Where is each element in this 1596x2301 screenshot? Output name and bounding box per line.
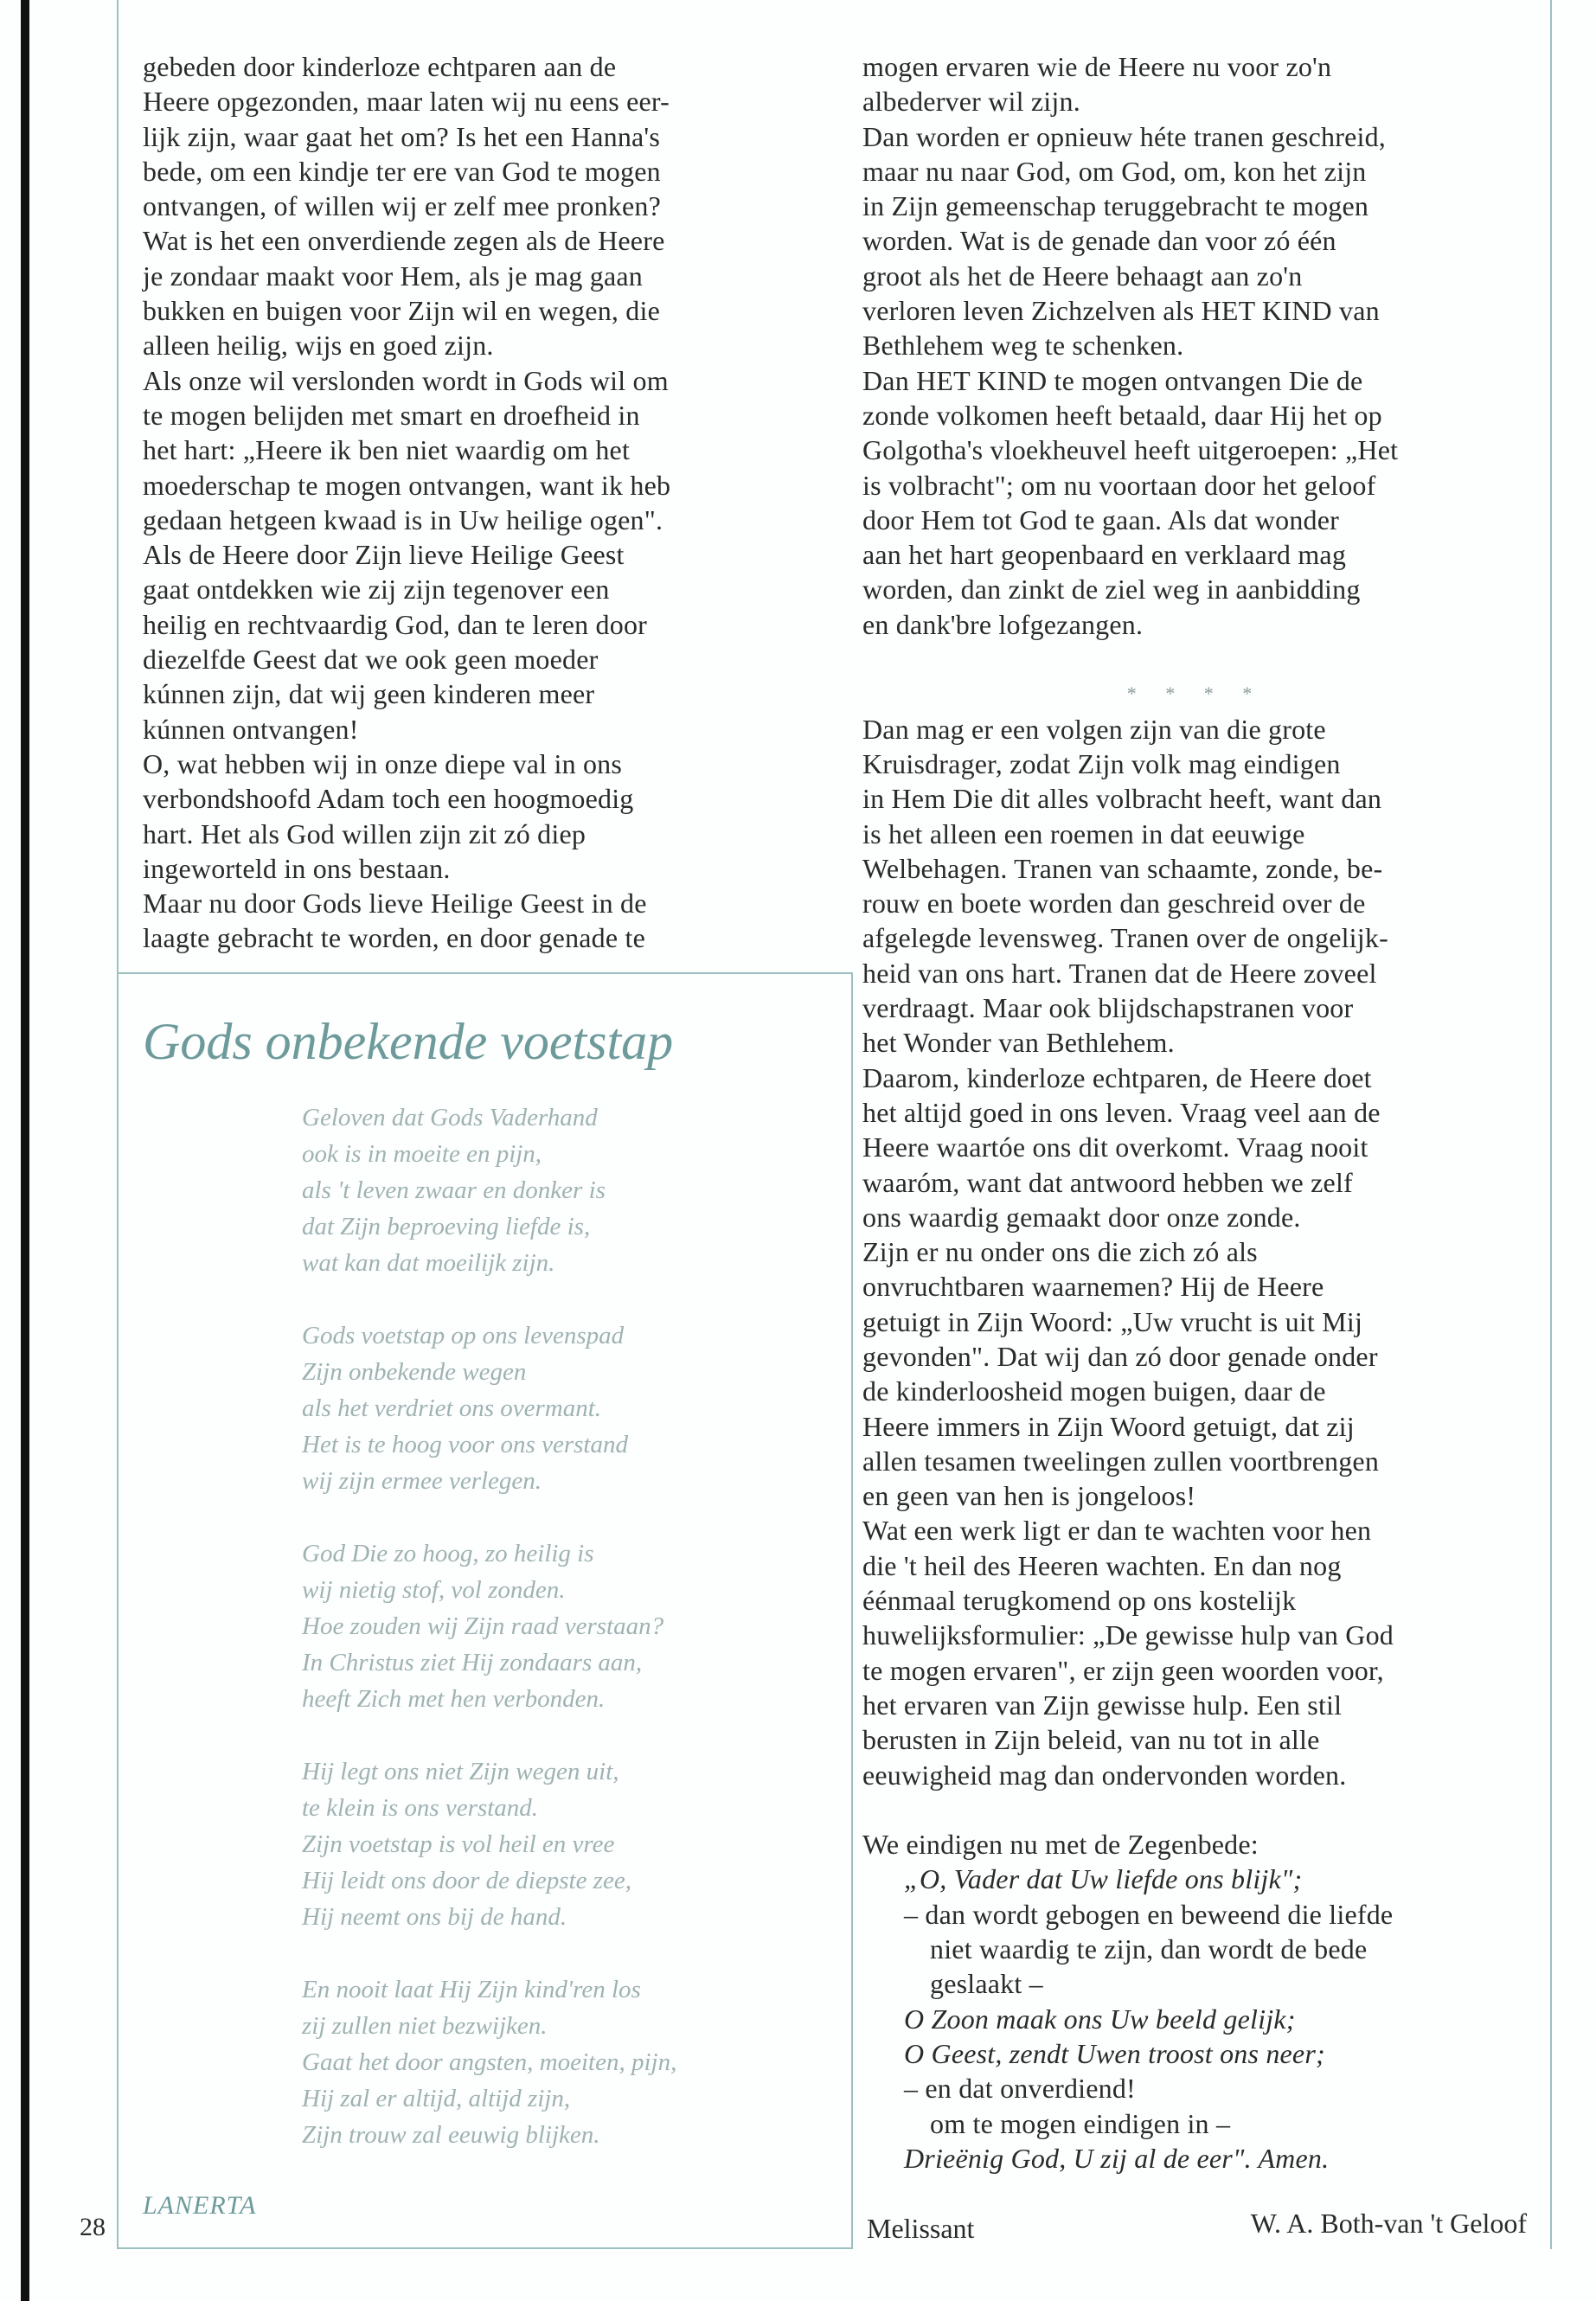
text-line: Wat is het een onverdiende zegen als de Heere	[143, 225, 665, 257]
text-line: éénmaal terugkomend op ons kostelijk	[862, 1585, 1297, 1617]
text-line: groot als het de Heere behaagt aan zo'n	[862, 260, 1303, 292]
text-line: O Zoon maak ons Uw beeld gelijk;	[904, 2003, 1296, 2035]
text-line: worden, dan zinkt de ziel weg in aanbidding	[862, 574, 1361, 606]
poem-line	[302, 1935, 676, 1971]
text-line: bede, om een kindje ter ere van God te mogen	[143, 155, 661, 187]
poem-line: wij zijn ermee verlegen.	[302, 1467, 542, 1495]
poem-line: Zijn voetstap is vol heil en vree	[302, 1830, 615, 1858]
poem-line: Hij leidt ons door de diepste zee,	[302, 1867, 631, 1894]
text-line: bukken en buigen voor Zijn wil en wegen, die	[143, 295, 660, 327]
text-line: lijk zijn, waar gaat het om? Is het een Hanna's	[143, 120, 661, 152]
text-line: Heere immers in Zijn Woord getuigt, dat zij	[862, 1410, 1355, 1442]
poem-line: heeft Zich met hen verbonden.	[302, 1685, 606, 1713]
poem-line: te klein is ons verstand.	[302, 1794, 539, 1822]
text-line: Kruisdrager, zodat Zijn volk mag eindigen	[862, 747, 1341, 779]
scan-edge	[21, 0, 29, 2301]
poem-line: Hij zal er altijd, altijd zijn,	[302, 2085, 571, 2112]
text-line: ontvangen, of willen wij er zelf mee pronken?	[143, 190, 661, 222]
poem-line: zij zullen niet bezwijken.	[302, 2012, 548, 2040]
poem-line: Gods voetstap op ons levenspad	[302, 1322, 625, 1349]
text-line: en geen van hen is jongeloos!	[862, 1480, 1196, 1512]
text-line: te mogen ervaren", er zijn geen woorden voor,	[862, 1654, 1384, 1686]
text-line: worden. Wat is de genade dan voor zó één	[862, 225, 1336, 257]
text-line: in Zijn gemeenschap teruggebracht te mogen	[862, 190, 1369, 222]
article-author: W. A. Both-van 't Geloof	[1250, 2208, 1527, 2239]
text-line: je zondaar maakt voor Hem, als je mag gaan	[143, 260, 643, 292]
section-divider: * * * *	[1126, 683, 1265, 705]
text-line: eeuwigheid mag dan ondervonden worden.	[862, 1759, 1347, 1791]
poem-line: God Die zo hoog, zo heilig is	[302, 1540, 594, 1567]
text-line: gevonden". Dat wij dan zó door genade onder	[862, 1340, 1378, 1372]
text-line: afgelegde levensweg. Tranen over de ongelijk-	[862, 922, 1388, 954]
text-line	[862, 1792, 1529, 1827]
text-line: het ervaren van Zijn gewisse hulp. Een stil	[862, 1689, 1343, 1721]
poem-line: Het is te hoog voor ons verstand	[302, 1431, 628, 1458]
poem-line: wij nietig stof, vol zonden.	[302, 1576, 566, 1604]
poem-line: Geloven dat Gods Vaderhand	[302, 1104, 598, 1131]
poem-line	[302, 1717, 676, 1753]
text-line: die 't heil des Heeren wachten. En dan nog	[862, 1549, 1342, 1581]
text-line: We eindigen nu met de Zegenbede:	[862, 1829, 1259, 1861]
text-line: het Wonder van Bethlehem.	[862, 1027, 1175, 1059]
article-place: Melissant	[867, 2213, 975, 2244]
poem-line: Gaat het door angsten, moeiten, pijn,	[302, 2048, 677, 2076]
text-line	[862, 642, 1529, 676]
poem-line	[302, 1281, 676, 1317]
right-column-border	[1550, 0, 1552, 2249]
poem-body	[302, 1099, 676, 2153]
text-line: aan het hart geopenbaard en verklaard mag	[862, 539, 1347, 571]
poem-line: Zijn onbekende wegen	[302, 1358, 527, 1386]
poem-box-top-border	[117, 972, 853, 974]
text-line: Dan worden er opnieuw héte tranen geschreid,	[862, 120, 1387, 152]
poem-line: Hij neemt ons bij de hand.	[302, 1903, 567, 1931]
left-article-column	[143, 49, 835, 956]
text-line: Zijn er nu onder ons die zich zó als	[862, 1236, 1258, 1268]
text-line: gebeden door kinderloze echtparen aan de	[143, 51, 617, 82]
text-line: laagte gebracht te worden, en door genade te	[143, 922, 645, 954]
text-line: heid van ons hart. Tranen dat de Heere zoveel	[862, 957, 1377, 989]
text-line: diezelfde Geest dat we ook geen moeder	[143, 644, 599, 676]
text-line: mogen ervaren wie de Heere nu voor zo'n	[862, 51, 1332, 82]
text-line: ons waardig gemaakt door onze zonde.	[862, 1201, 1301, 1233]
poem-line	[302, 1499, 676, 1535]
text-line: – dan wordt gebogen en beweend die liefde	[904, 1898, 1394, 1930]
poem-line: als 't leven zwaar en donker is	[302, 1176, 606, 1204]
text-line: verbondshoofd Adam toch een hoogmoedig	[143, 783, 634, 815]
poem-line: Hoe zouden wij Zijn raad verstaan?	[302, 1612, 664, 1640]
text-line: Wat een werk ligt er dan te wachten voor hen	[862, 1515, 1372, 1547]
text-line: – en dat onverdiend!	[904, 2073, 1136, 2105]
text-line: is het alleen een roemen in dat eeuwige	[862, 817, 1305, 849]
poem-line: En nooit laat Hij Zijn kind'ren los	[302, 1976, 641, 2003]
text-line: waaróm, want dat antwoord hebben we zelf	[862, 1166, 1353, 1198]
poem-title: Gods onbekende voetstap	[143, 1013, 674, 1070]
poem-line: In Christus ziet Hij zondaars aan,	[302, 1649, 643, 1676]
text-line: gedaan hetgeen kwaad is in Uw heilige ogen".	[143, 503, 663, 535]
poem-line: wat kan dat moeilijk zijn.	[302, 1249, 555, 1277]
text-line: te mogen belijden met smart en droefheid in	[143, 399, 640, 431]
text-line: Als onze wil verslonden wordt in Gods wil om	[143, 364, 669, 396]
page-number: 28	[80, 2213, 106, 2241]
text-line: Dan mag er een volgen zijn van die grote	[862, 713, 1326, 745]
text-line: Daarom, kinderloze echtparen, de Heere doet	[862, 1061, 1372, 1093]
text-line: zonde volkomen heeft betaald, daar Hij het op	[862, 399, 1382, 431]
text-line: verloren leven Zichzelven als HET KIND van	[862, 295, 1380, 327]
text-line: de kinderloosheid mogen buigen, daar de	[862, 1375, 1326, 1407]
text-line: getuigt in Zijn Woord: „Uw vrucht is uit Mij	[862, 1305, 1363, 1337]
text-line: het altijd goed in ons leven. Vraag veel aan de	[862, 1096, 1381, 1128]
text-line: is volbracht"; om nu voortaan door het geloof	[862, 469, 1376, 501]
poem-line: dat Zijn beproeving liefde is,	[302, 1213, 591, 1240]
text-line: Drieënig God, U zij al de eer". Amen.	[904, 2142, 1330, 2174]
text-line: in Hem Die dit alles volbracht heeft, want dan	[862, 783, 1382, 815]
text-line: verdraagt. Maar ook blijdschapstranen voor	[862, 992, 1354, 1024]
text-line: Heere opgezonden, maar laten wij nu eens eer-	[143, 86, 670, 118]
text-line: maar nu naar God, om God, om, kon het zijn	[862, 155, 1367, 187]
text-line: berusten in Zijn beleid, van nu tot in alle	[862, 1724, 1320, 1756]
text-line: om te mogen eindigen in –	[930, 2107, 1231, 2139]
text-line: gaat ontdekken wie zij zijn tegenover een	[143, 574, 610, 606]
text-line: O Geest, zendt Uwen troost ons neer;	[904, 2037, 1325, 2069]
text-line: heilig en rechtvaardig God, dan te leren door	[143, 608, 647, 640]
text-line: onvruchtbaren waarnemen? Hij de Heere	[862, 1271, 1324, 1303]
text-line: Welbehagen. Tranen van schaamte, zonde, be-	[862, 852, 1383, 884]
text-line: alleen heilig, wijs en goed zijn.	[143, 330, 494, 362]
text-line: huwelijksformulier: „De gewisse hulp van God	[862, 1619, 1394, 1651]
text-line: geslaakt –	[930, 1968, 1043, 2000]
text-line: en dank'bre lofgezangen.	[862, 608, 1144, 640]
right-article-column	[862, 49, 1529, 2176]
left-column-border	[117, 0, 119, 2249]
text-line: Heere waartóe ons dit overkomt. Vraag nooit	[862, 1131, 1368, 1163]
poem-line: Zijn trouw zal eeuwig blijken.	[302, 2121, 600, 2149]
text-line: allen tesamen tweelingen zullen voortbrengen	[862, 1445, 1380, 1477]
text-line: rouw en boete worden dan geschreid over de	[862, 888, 1366, 920]
text-line: „O, Vader dat Uw liefde ons blijk";	[904, 1863, 1303, 1895]
poem-line: Hij legt ons niet Zijn wegen uit,	[302, 1758, 619, 1785]
text-line: ingeworteld in ons bestaan.	[143, 852, 451, 884]
poem-line: ook is in moeite en pijn,	[302, 1140, 542, 1168]
text-line: O, wat hebben wij in onze diepe val in ons	[143, 747, 623, 779]
text-line: Maar nu door Gods lieve Heilige Geest in de	[143, 888, 647, 920]
poem-box-bottom-border	[117, 2247, 853, 2249]
text-line: Bethlehem weg te schenken.	[862, 330, 1184, 362]
text-line: door Hem tot God te gaan. Als dat wonder	[862, 503, 1339, 535]
text-line: albederver wil zijn.	[862, 86, 1080, 118]
poem-line: als het verdriet ons overmant.	[302, 1394, 602, 1422]
text-line: kúnnen ontvangen!	[143, 713, 359, 745]
text-line: moederschap te mogen ontvangen, want ik heb	[143, 469, 671, 501]
poem-box-right-border	[851, 972, 853, 2249]
text-line: het hart: „Heere ik ben niet waardig om het	[143, 434, 631, 466]
text-line: Golgotha's vloekheuvel heeft uitgeroepen: „Het	[862, 434, 1399, 466]
text-line: niet waardig te zijn, dan wordt de bede	[930, 1933, 1368, 1965]
text-line: Dan HET KIND te mogen ontvangen Die de	[862, 364, 1363, 396]
text-line: kúnnen zijn, dat wij geen kinderen meer	[143, 678, 595, 710]
text-line: Als de Heere door Zijn lieve Heilige Geest	[143, 539, 625, 571]
poem-author: LANERTA	[143, 2191, 257, 2220]
text-line: hart. Het als God willen zijn zit zó diep	[143, 817, 586, 849]
